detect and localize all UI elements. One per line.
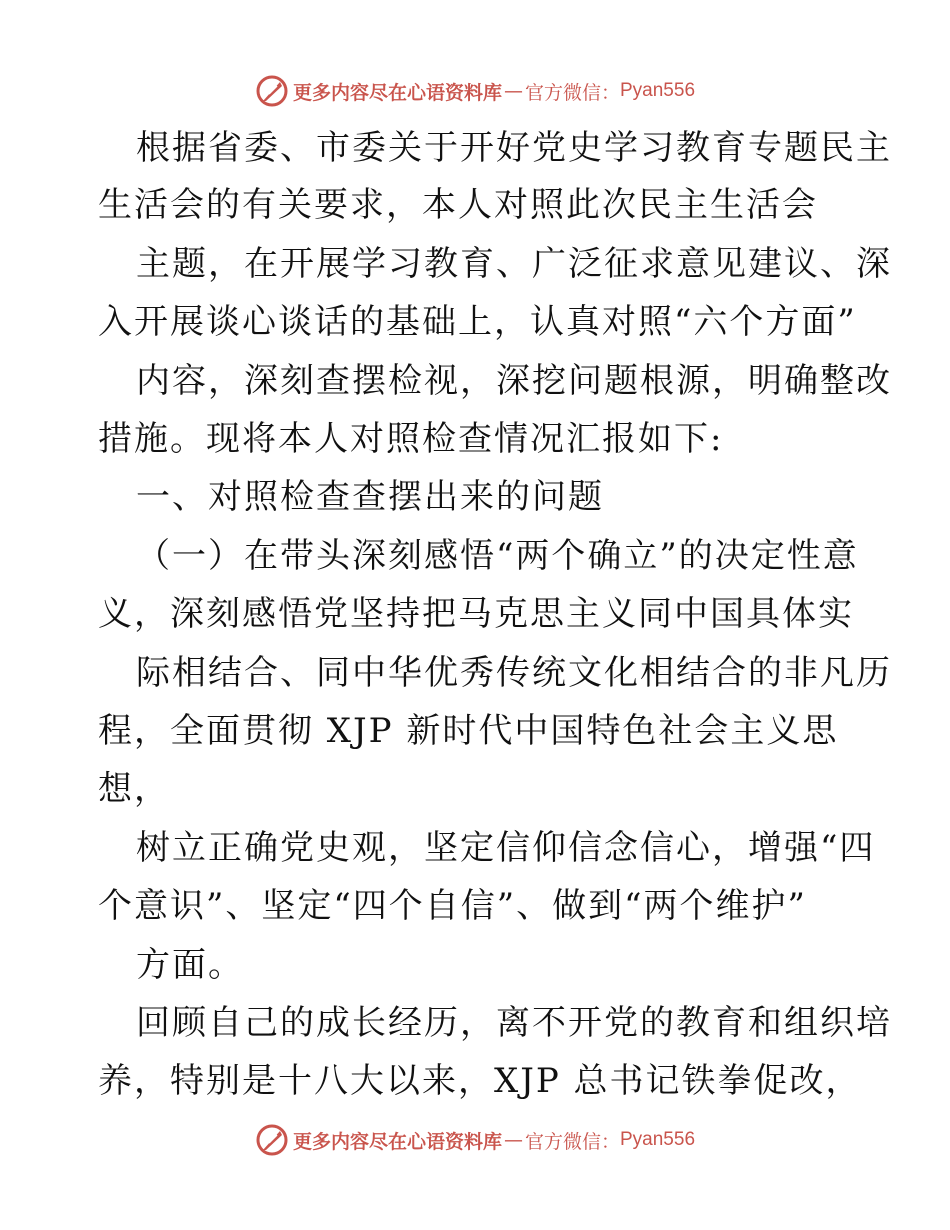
header-banner-main: 更多内容尽在心语资料库 (292, 81, 502, 104)
footer-banner-account: Pyan556 (620, 1129, 696, 1150)
header-banner (0, 71, 950, 111)
text-line: 养，特别是十八大以来，XJP 总书记铁拳促改， (98, 1061, 862, 1101)
footer-banner-sub: 官方微信： (524, 1130, 620, 1153)
text-line: 际相结合、同中华优秀传统文化相结合的非凡历 (136, 653, 892, 693)
text-line: 个意识”、坚定“四个自信”、做到“两个维护” (98, 886, 807, 926)
section-heading: 一、对照检查查摆出来的问题 (136, 477, 604, 517)
subsection-heading: （一）在带头深刻感悟“两个确立”的决定性意 (136, 536, 859, 576)
text-line: 根据省委、市委关于开好党史学习教育专题民主 (136, 128, 892, 168)
text-line: 义，深刻感悟党坚持把马克思主义同中国具体实 (98, 594, 854, 634)
text-line: 措施。现将本人对照检查情况汇报如下: (98, 419, 724, 459)
text-line: 树立正确党史观，坚定信仰信念信心，增强“四 (136, 828, 876, 868)
text-line: 入开展谈心谈话的基础上，认真对照“六个方面” (98, 302, 857, 342)
footer-banner-separator: — (503, 1129, 523, 1151)
header-banner-separator: — (503, 80, 523, 102)
footer-banner-main: 更多内容尽在心语资料库 (292, 1130, 502, 1153)
text-line: 想， (98, 769, 170, 809)
header-banner-account: Pyan556 (620, 80, 696, 101)
footer-banner (0, 1120, 950, 1160)
feather-logo-icon (255, 1123, 289, 1157)
text-line: 生活会的有关要求，本人对照此次民主生活会 (98, 185, 818, 225)
text-line: 回顾自己的成长经历，离不开党的教育和组织培 (136, 1003, 892, 1043)
header-banner-sub: 官方微信： (524, 81, 620, 104)
text-line: 程，全面贯彻 XJP 新时代中国特色社会主义思 (98, 711, 839, 751)
text-line: 内容，深刻查摆检视，深挖问题根源，明确整改 (136, 361, 892, 401)
text-line: 方面。 (136, 945, 244, 985)
text-line: 主题，在开展学习教育、广泛征求意见建议、深 (136, 244, 892, 284)
feather-logo-icon (255, 74, 289, 108)
